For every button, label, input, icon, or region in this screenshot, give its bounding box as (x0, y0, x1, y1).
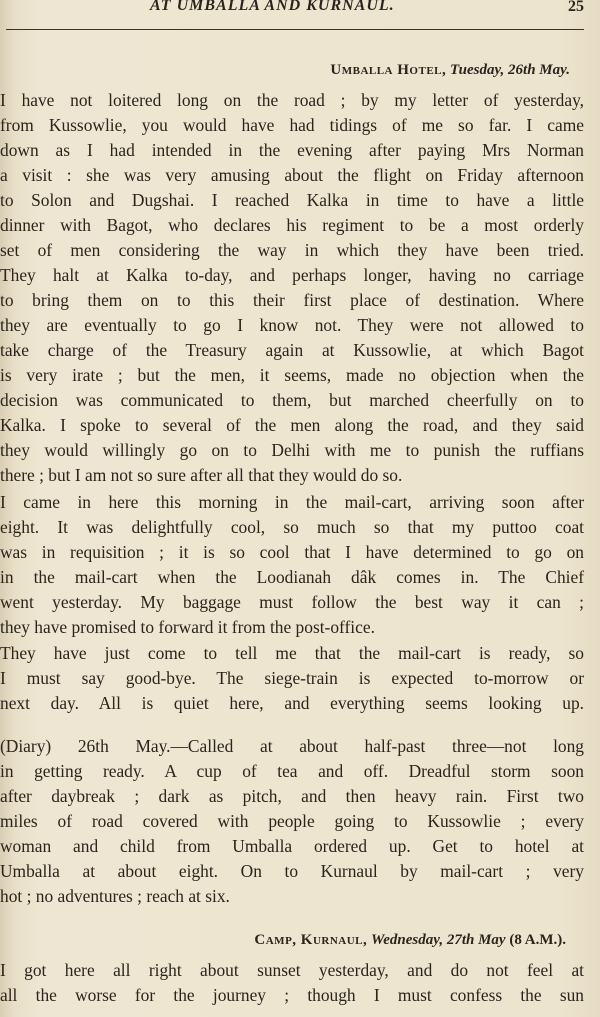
text-line: from Kussowlie, you would have had tidings of me so far. I came (0, 115, 584, 135)
text-line: I got here all right about sunset yesterday, and do not feel at (0, 960, 584, 980)
text-line: went yesterday. My baggage must follow the best way it can ; (0, 592, 584, 612)
text-line: in the mail-cart when the Loodianah dâk comes in. The Chief (0, 567, 584, 587)
dateline-umballa (330, 58, 570, 82)
dateline-place: Camp, Kurnaul, (254, 932, 368, 948)
text-line: Kalka. I spoke to several of the men along the road, and they said (0, 415, 584, 435)
text-line: I have not loitered long on the road ; by my letter of yesterday, (0, 90, 584, 110)
text-line: there ; but I am not so sure after all that they would do so. (0, 465, 403, 485)
text-line: next day. All is quiet here, and everything seems looking up. (0, 693, 584, 713)
text-line: I must say good-bye. The siege-train is expected to-morrow or (0, 668, 584, 688)
text-line: They have just come to tell me that the mail-cart is ready, so (0, 643, 584, 663)
text-line: dinner with Bagot, who declares his regiment to be a most orderly (0, 215, 584, 235)
text-line: Umballa at about eight. On to Kurnaul by mail-cart ; very (0, 861, 584, 881)
text-line: I came in here this morning in the mail-cart, arriving soon after (0, 492, 584, 512)
text-line: all the worse for the journey ; though I must confess the sun (0, 985, 584, 1005)
text-line: after daybreak ; dark as pitch, and then heavy rain. First two (0, 786, 584, 806)
text-line: down as I had intended in the evening after paying Mrs Norman (0, 140, 584, 160)
text-line: was in requisition ; it is so cool that I have determined to go on (0, 542, 584, 562)
text-line: take charge of the Treasury again at Kussowlie, at which Bagot (0, 340, 584, 360)
dateline-time: (8 A.M.). (509, 932, 566, 948)
text-line: miles of road covered with people going to Kussowlie ; every (0, 811, 584, 831)
dateline-kurnaul (254, 928, 566, 952)
page-number: 25 (568, 0, 584, 15)
text-line: eight. It was delightfully cool, so much so that my puttoo coat (0, 517, 584, 537)
dateline-place: Umballa Hotel, (330, 62, 447, 78)
text-line: hot ; no adventures ; reach at six. (0, 886, 230, 906)
text-line: woman and child from Umballa ordered up. Get to hotel at (0, 836, 584, 856)
text-line: They halt at Kalka to-day, and perhaps longer, having no carriage (0, 265, 584, 285)
header-rule (6, 29, 584, 30)
text-line: a visit : she was very amusing about the flight on Friday afternoon (0, 165, 584, 185)
running-title: AT UMBALLA AND KURNAUL. (150, 0, 395, 14)
dateline-date: Wednesday, 27th May (371, 932, 506, 948)
text-line: (Diary) 26th May.—Called at about half-past three—not long (0, 736, 584, 756)
text-line: decision was communicated to them, but marched cheerfully on to (0, 390, 584, 410)
text-line: to Solon and Dugshai. I reached Kalka in time to have a little (0, 190, 584, 210)
text-line: is very irate ; but the men, it seems, made no objection when the (0, 365, 584, 385)
text-line: they would willingly go on to Delhi with me to punish the ruffians (0, 440, 584, 460)
text-line: they have promised to forward it from the post-office. (0, 617, 375, 637)
text-line: to bring them on to this their first place of destination. Where (0, 290, 584, 310)
text-line: in getting ready. A cup of tea and off. Dreadful storm soon (0, 761, 584, 781)
text-line: set of men considering the way in which they have been tried. (0, 240, 584, 260)
dateline-date: Tuesday, 26th May. (450, 62, 570, 78)
text-line: they are eventually to go I know not. They were not allowed to (0, 315, 584, 335)
running-head (0, 0, 600, 30)
